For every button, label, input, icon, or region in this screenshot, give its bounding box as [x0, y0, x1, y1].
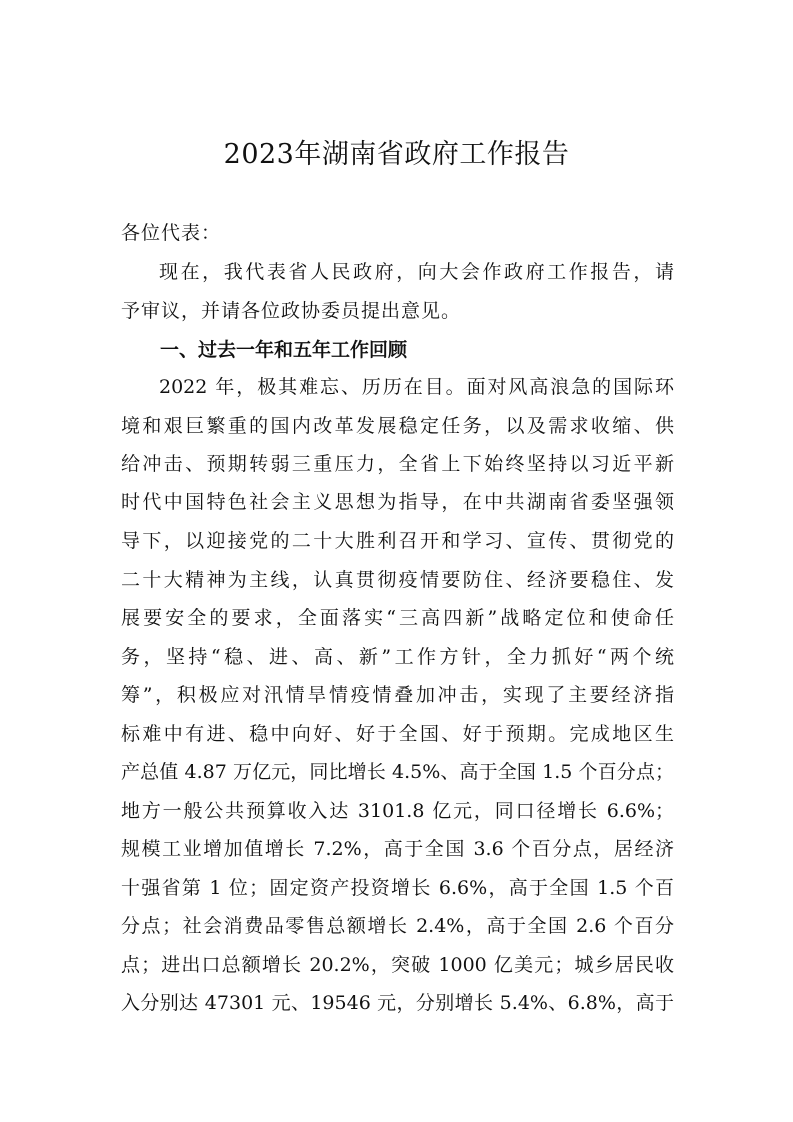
- document-title: 2023年湖南省政府工作报告: [223, 139, 570, 170]
- body-line: 二十大精神为主线，认真贯彻疫情要防住、经济要稳住、发: [121, 569, 674, 591]
- body-line: 分点；社会消费品零售总额增长 2.4%，高于全国 2.6 个百分: [121, 915, 674, 937]
- body-line: 点；进出口总额增长 20.2%，突破 1000 亿美元；城乡居民收: [121, 954, 674, 976]
- salutation: 各位代表：: [121, 222, 222, 244]
- body-line: 展要安全的要求，全面落实“三高四新”战略定位和使命任: [121, 607, 674, 629]
- body-line: 时代中国特色社会主义思想为指导，在中共湖南省委坚强领: [121, 491, 674, 513]
- body-line: 产总值 4.87 万亿元，同比增长 4.5%、高于全国 1.5 个百分点；: [121, 761, 674, 783]
- section-heading: 一、过去一年和五年工作回顾: [160, 339, 408, 361]
- body-line: 入分别达 47301 元、19546 元，分别增长 5.4%、6.8%，高于: [121, 992, 674, 1014]
- intro-line: 现在，我代表省人民政府，向大会作政府工作报告，请: [159, 261, 674, 283]
- intro-line: 予审议，并请各位政协委员提出意见。: [121, 300, 462, 322]
- body-line: 导下，以迎接党的二十大胜利召开和学习、宣传、贯彻党的: [121, 530, 674, 552]
- body-line: 境和艰巨繁重的国内改革发展稳定任务，以及需求收缩、供: [121, 415, 674, 437]
- body-line: 十强省第 1 位；固定资产投资增长 6.6%，高于全国 1.5 个百: [121, 877, 674, 899]
- body-line: 务，坚持“稳、进、高、新”工作方针，全力抓好“两个统: [121, 646, 674, 668]
- body-line: 规模工业增加值增长 7.2%，高于全国 3.6 个百分点，居经济: [121, 838, 674, 860]
- body-line: 2022 年，极其难忘、历历在目。面对风高浪急的国际环: [159, 376, 674, 398]
- body-line: 标难中有进、稳中向好、好于全国、好于预期。完成地区生: [121, 723, 674, 745]
- body-line: 给冲击、预期转弱三重压力，全省上下始终坚持以习近平新: [121, 453, 674, 475]
- body-line: 筹”，积极应对汛情旱情疫情叠加冲击，实现了主要经济指: [121, 684, 674, 706]
- body-line: 地方一般公共预算收入达 3101.8 亿元，同口径增长 6.6%；: [121, 800, 674, 822]
